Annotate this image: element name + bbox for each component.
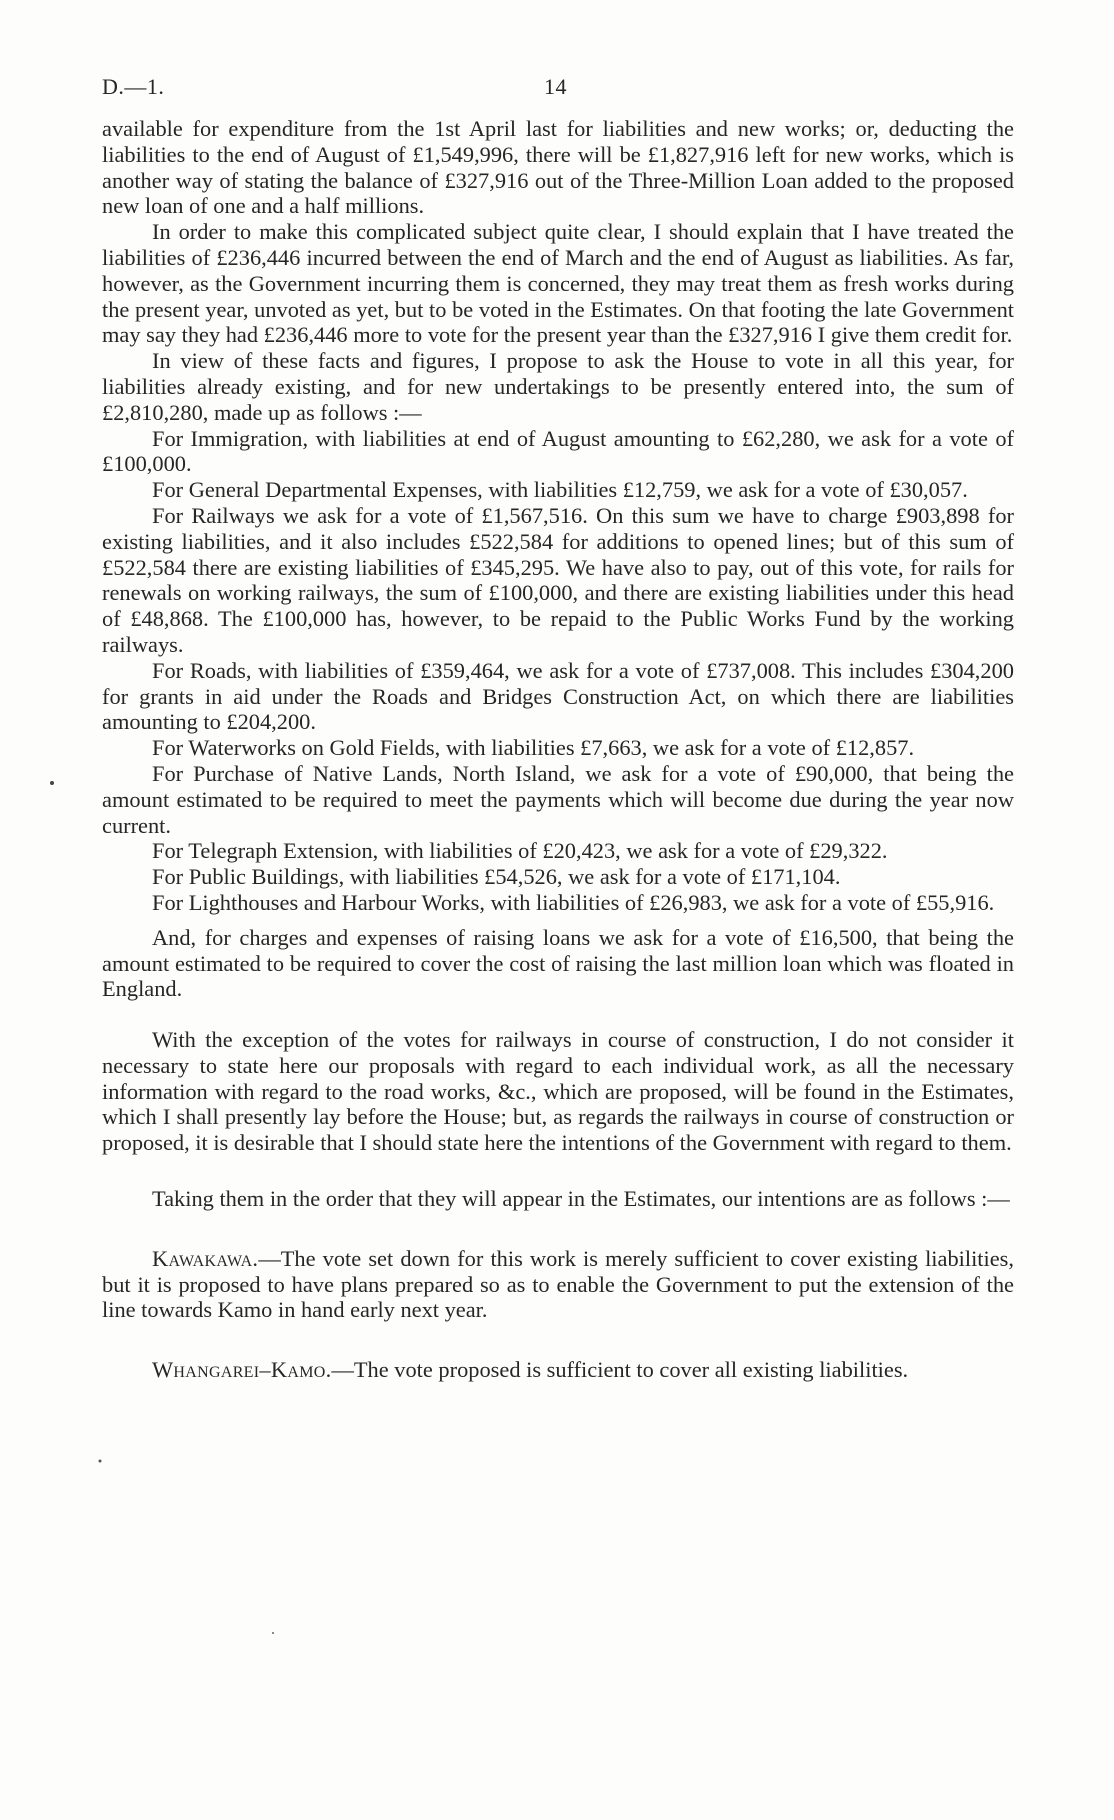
paragraph-telegraph: For Telegraph Extension, with liabilities of £20,423, we ask for a vote of £29,322. [152,838,888,864]
section-heading-whangarei-kamo: Whangarei–Kamo. [152,1357,332,1383]
paragraph-liabilities-explanation: In order to make this complicated subject quite clear, I should explain that I have treated the liabilities of £236,446 incurred between the end of March and the end of August as liabilities. As far, however, as the Government incurring them is concerned, they may treat them as fresh works during the present year, unvoted as yet, but to be voted in the Estimates. On that footing the late Government may say they had £236,446 more to vote for the present year than the £327,916 I give them credit for. [102,219,1014,348]
page-header [102,74,1012,104]
scan-speck [50,781,54,785]
section-kawakawa [102,1246,1014,1323]
paragraph-railways: For Railways we ask for a vote of £1,567,516. On this sum we have to charge £903,898 for existing liabilities, and it also includes £522,584 for additions to opened lines; but of this sum of £522,584 there are existing liabilities of £345,295. We have also to pay, out of this vote, for rails for renewals on working railways, the sum of £100,000, and there are existing liabilities under this head of £48,868. The £100,000 has, however, to be repaid to the Public Works Fund by the working railways. [102,502,1014,657]
scan-speck [272,1632,274,1634]
paragraph-loan-charges: And, for charges and expenses of raising loans we ask for a vote of £16,500, that being the amount estimated to be required to cover the cost of raising the last million loan which was floated in England. [102,924,1014,1002]
paragraph-railway-exception: With the exception of the votes for railways in course of construction, I do not consider it necessary to state here our proposals with regard to each individual work, as all the necessary information with regard to the road works, &c., which are proposed, will be found in the Estimates, which I shall presently lay before the House; but, as regards the railways in course of construction or proposed, it is desirable that I should state here the intentions of the Government with regard to them. [102,1027,1014,1156]
paragraph-order-intro: Taking them in the order that they will appear in the Estimates, our intentions are as follows :— [152,1186,1010,1212]
paragraph-continuation: available for expenditure from the 1st April last for liabilities and new works; or, deducting the liabilities to the end of August of £1,549,996, there will be £1,827,916 left for new works, which is another way of stating the balance of £327,916 out of the Three-Million Loan added to the proposed new loan of one and a half millions. [102,116,1014,219]
document-body [102,116,1014,1383]
scan-speck [99,1460,102,1463]
paragraph-departmental-expenses: For General Departmental Expenses, with liabilities £12,759, we ask for a vote of £30,057. [152,477,968,503]
paragraph-native-lands: For Purchase of Native Lands, North Island, we ask for a vote of £90,000, that being the amount estimated to be required to meet the payments which will become due during the year now current. [102,760,1014,838]
paragraph-roads: For Roads, with liabilities of £359,464, we ask for a vote of £737,008. This includes £304,200 for grants in aid under the Roads and Bridges Construction Act, on which there are liabilities amounting to £204,200. [102,657,1014,735]
document-reference: D.—1. [102,74,165,99]
paragraph-lighthouses: For Lighthouses and Harbour Works, with liabilities of £26,983, we ask for a vote of £55,916. [152,889,995,915]
paragraph-public-buildings: For Public Buildings, with liabilities £54,526, we ask for a vote of £171,104. [152,864,841,890]
section-text-whangarei-kamo: —The vote proposed is sufficient to cover all existing liabilities. [331,1357,909,1383]
section-whangarei-kamo [102,1357,1014,1383]
section-heading-kawakawa: Kawakawa. [152,1245,259,1271]
section-text-kawakawa: —The vote set down for this work is merely sufficient to cover existing liabilities, but it is proposed to have plans prepared so as to enable the Government to put the extension of the line towards Kamo in hand early next year. [102,1245,1014,1323]
paragraph-vote-proposal: In view of these facts and figures, I propose to ask the House to vote in all this year, for liabilities already existing, and for new undertakings to be presently entered into, the sum of £2,810,280, made up as follows :— [102,348,1014,425]
paragraph-immigration: For Immigration, with liabilities at end of August amounting to £62,280, we ask for a vote of £100,000. [102,425,1014,477]
page-number: 14 [544,74,567,99]
paragraph-waterworks: For Waterworks on Gold Fields, with liabilities £7,663, we ask for a vote of £12,857. [152,735,915,761]
